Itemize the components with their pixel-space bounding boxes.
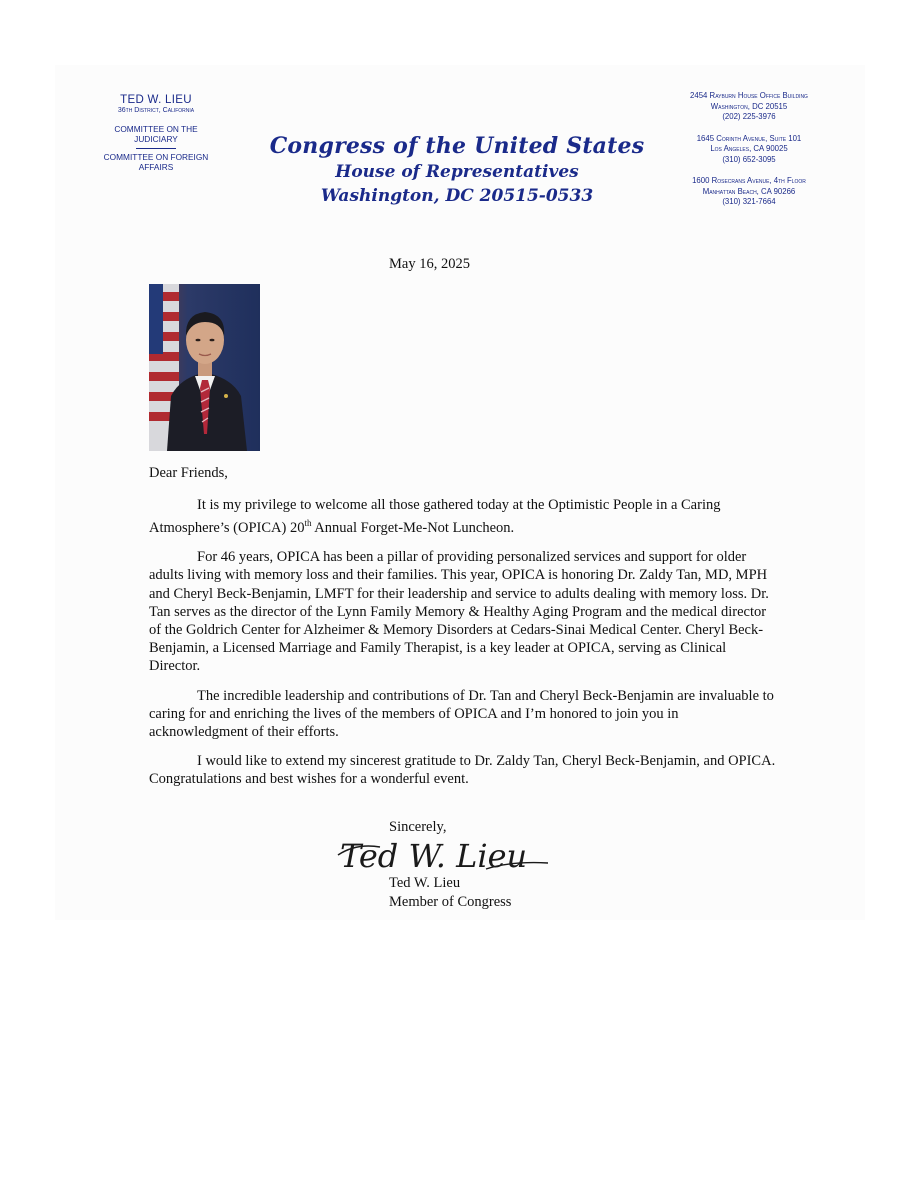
portrait-photo — [149, 284, 260, 451]
signature-text: Ted W. Lieu — [340, 837, 528, 875]
office-address-line1: 1600 Rosecrans Avenue, 4th Floor — [692, 176, 806, 185]
office-washington — [663, 91, 835, 123]
letterhead-offices — [663, 91, 835, 219]
letterhead-city: Washington, DC 20515-0533 — [320, 186, 594, 206]
letterhead-subtitle: House of Representatives — [335, 162, 579, 182]
letterhead-title: Congress of the United States — [269, 133, 645, 159]
office-address-line1: 2454 Rayburn House Office Building — [690, 91, 808, 100]
office-phone: (310) 652-3095 — [722, 154, 776, 164]
letter-body — [149, 496, 779, 800]
letter-date: May 16, 2025 — [389, 256, 470, 272]
committee-divider — [136, 148, 176, 149]
office-address-line2: Washington, DC 20515 — [710, 101, 788, 111]
letterhead-title-block — [262, 132, 652, 208]
office-phone: (202) 225-3976 — [722, 112, 776, 121]
office-phone: (310) 321-7664 — [722, 197, 776, 206]
office-manhattan-beach — [663, 176, 835, 208]
paragraph-welcome-end: Annual Forget-Me-Not Luncheon. — [311, 520, 515, 537]
paragraph-contributions: The incredible leadership and contributions of Dr. Tan and Cheryl Beck-Benjamin are invaluable to caring for and enriching the lives of the members of OPICA and I’m honored to join you in acknowledgment of their efforts. — [149, 687, 774, 741]
office-address-line2: Los Angeles, CA 90025 — [710, 144, 788, 153]
signer-title: Member of Congress — [389, 893, 512, 910]
paragraph-gratitude: I would like to extend my sincerest gratitude to Dr. Zaldy Tan, Cheryl Beck-Benjamin, and OPICA. Congratulations and best wishes for a wonderful event. — [149, 753, 776, 788]
office-los-angeles — [663, 134, 835, 166]
office-address-line1: 1645 Corinth Avenue, Suite 101 — [696, 133, 802, 143]
office-address-line2: Manhattan Beach, CA 90266 — [702, 186, 796, 196]
letterhead-member-block — [92, 94, 220, 172]
member-district: 36th District, California — [117, 107, 195, 114]
letter-greeting: Dear Friends, — [149, 465, 228, 481]
member-name: TED W. LIEU — [120, 94, 192, 106]
signer-block — [389, 874, 511, 911]
letter-closing: Sincerely, — [389, 819, 447, 835]
paragraph-welcome-text: It is my privilege to welcome all those gathered today at the Optimistic People in a Caring Atmosphere’s (OPICA) 20 — [149, 497, 721, 537]
committee-judiciary: COMMITTEE ON THE JUDICIARY — [114, 124, 198, 144]
ordinal-suffix: th — [304, 518, 312, 529]
signer-name: Ted W. Lieu — [389, 875, 461, 891]
paragraph-honorees: For 46 years, OPICA has been a pillar of providing personalized services and support for older adults living with memory loss and their families. This year, OPICA is honoring Dr. Zaldy Tan, MD, MPH and Cheryl Beck-Benjamin, LMFT for their leadership and service to adults dealing with memory loss. Dr. Tan serves as the director of the Lynn Family Memory & Healthy Aging Program and the medical director of the Goldrich Center for Alzheimer & Memory Disorders at Cedars-Sinai Medical Center. Cheryl Beck-Benjamin, a Licensed Marriage and Family Therapist, is a key leader at OPICA, serving as Clinical Director. — [149, 549, 769, 675]
paragraph-welcome — [149, 496, 779, 537]
committee-foreign-affairs: COMMITTEE ON FOREIGN AFFAIRS — [103, 152, 209, 172]
